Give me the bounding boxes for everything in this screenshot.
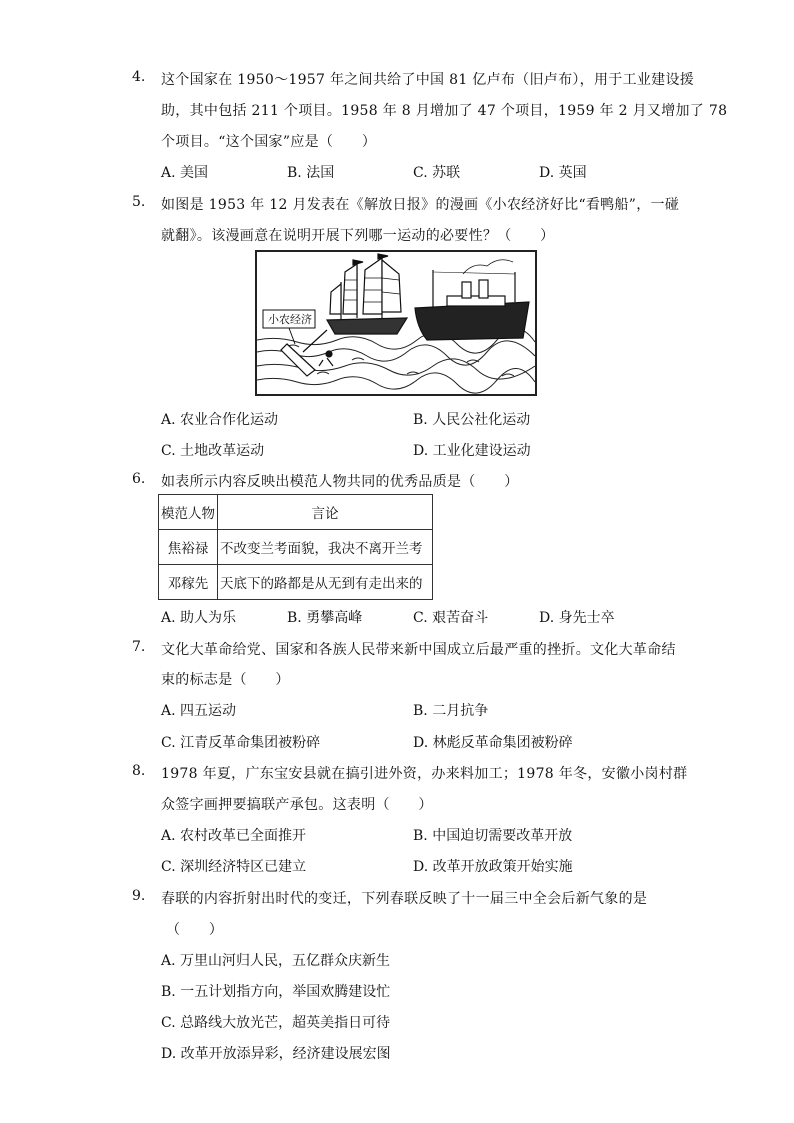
option-c: C. 土地改革运动 bbox=[161, 443, 265, 459]
question-text: 春联的内容折射出时代的变迁，下列春联反映了十一届三中全会后新气象的是 bbox=[161, 891, 648, 907]
question-text: 众签字画押要搞联产承包。这表明（ ） bbox=[161, 797, 433, 813]
option-d: D. 改革开放政策开始实施 bbox=[413, 859, 573, 875]
option-a: A. 四五运动 bbox=[161, 703, 237, 719]
capsized-boat bbox=[281, 330, 333, 376]
question-text: 1978 年夏，广东宝安县就在搞引进外资，办来料加工；1978 年冬，安徽小岗村群 bbox=[161, 766, 688, 782]
question-text: 束的标志是（ ） bbox=[161, 672, 290, 688]
option-c: C. 总路线大放光芒，超英美指日可待 bbox=[161, 1015, 391, 1031]
question-text: 文化大革命给党、国家和各族人民带来新中国成立后最严重的挫折。文化大革命结 bbox=[161, 642, 676, 658]
option-a: A. 美国 bbox=[161, 165, 209, 181]
junk-ship bbox=[327, 254, 407, 334]
option-b: B. 法国 bbox=[287, 165, 335, 181]
option-d: D. 身先士卒 bbox=[539, 610, 615, 626]
option-d: D. 改革开放添异彩，经济建设展宏图 bbox=[161, 1046, 391, 1062]
question-number: 9. bbox=[132, 888, 146, 904]
option-b: B. 勇攀高峰 bbox=[287, 610, 363, 626]
table-cell: 不改变兰考面貌，我决不离开兰考 bbox=[218, 530, 433, 565]
question-text: 就翻》。该漫画意在说明开展下列哪一运动的必要性？（ ） bbox=[161, 228, 555, 244]
question-number: 8. bbox=[132, 763, 146, 779]
option-a: A. 助人为乐 bbox=[161, 610, 237, 626]
option-c: C. 苏联 bbox=[413, 165, 461, 181]
option-d: D. 工业化建设运动 bbox=[413, 443, 531, 459]
table-cell: 邓稼先 bbox=[159, 565, 218, 600]
option-d: D. 英国 bbox=[539, 165, 587, 181]
table-header-cell: 模范人物 bbox=[159, 495, 218, 530]
question-text: 个项目。“这个国家”应是（ ） bbox=[161, 134, 377, 150]
question-number: 4. bbox=[132, 69, 146, 85]
option-b: B. 人民公社化运动 bbox=[413, 412, 531, 428]
option-c: C. 江青反革命集团被粉碎 bbox=[161, 735, 321, 751]
option-c: C. 深圳经济特区已建立 bbox=[161, 859, 307, 875]
option-c: C. 艰苦奋斗 bbox=[413, 610, 489, 626]
table-header-row bbox=[159, 495, 433, 530]
cartoon-label: 小农经济 bbox=[268, 313, 312, 326]
table-header-cell: 言论 bbox=[218, 495, 433, 530]
option-d: D. 林彪反革命集团被粉碎 bbox=[413, 735, 573, 751]
table-cell: 天底下的路都是从无到有走出来的 bbox=[218, 565, 433, 600]
table-row bbox=[159, 530, 433, 565]
option-a: A. 农业合作化运动 bbox=[161, 412, 279, 428]
question-text: 如表所示内容反映出模范人物共同的优秀品质是（ ） bbox=[161, 474, 519, 490]
question-text: 如图是 1953 年 12 月发表在《解放日报》的漫画《小农经济好比“看鸭船”，一碰 bbox=[161, 197, 680, 213]
model-figures-table bbox=[158, 494, 433, 600]
cartoon-image bbox=[255, 250, 537, 396]
question-number: 6. bbox=[132, 471, 146, 487]
question-text: 助，其中包括 211 个项目。1958 年 8 月增加了 47 个项目，1959 年 2 月又增加了 78 bbox=[161, 103, 728, 119]
question-text: 这个国家在 1950～1957 年之间共给了中国 81 亿卢布（旧卢布），用于工业建设援 bbox=[161, 72, 695, 88]
option-a: A. 万里山河归人民，五亿群众庆新生 bbox=[161, 953, 391, 969]
table-row bbox=[159, 565, 433, 600]
steamship bbox=[415, 260, 529, 340]
question-text: （ ） bbox=[166, 922, 224, 938]
option-a: A. 农村改革已全面推开 bbox=[161, 828, 307, 844]
table-cell: 焦裕禄 bbox=[159, 530, 218, 565]
option-b: B. 二月抗争 bbox=[413, 703, 489, 719]
option-b: B. 一五计划指方向，举国欢腾建设忙 bbox=[161, 984, 391, 1000]
question-number: 7. bbox=[132, 639, 146, 655]
option-b: B. 中国迫切需要改革开放 bbox=[413, 828, 573, 844]
question-number: 5. bbox=[132, 194, 146, 210]
